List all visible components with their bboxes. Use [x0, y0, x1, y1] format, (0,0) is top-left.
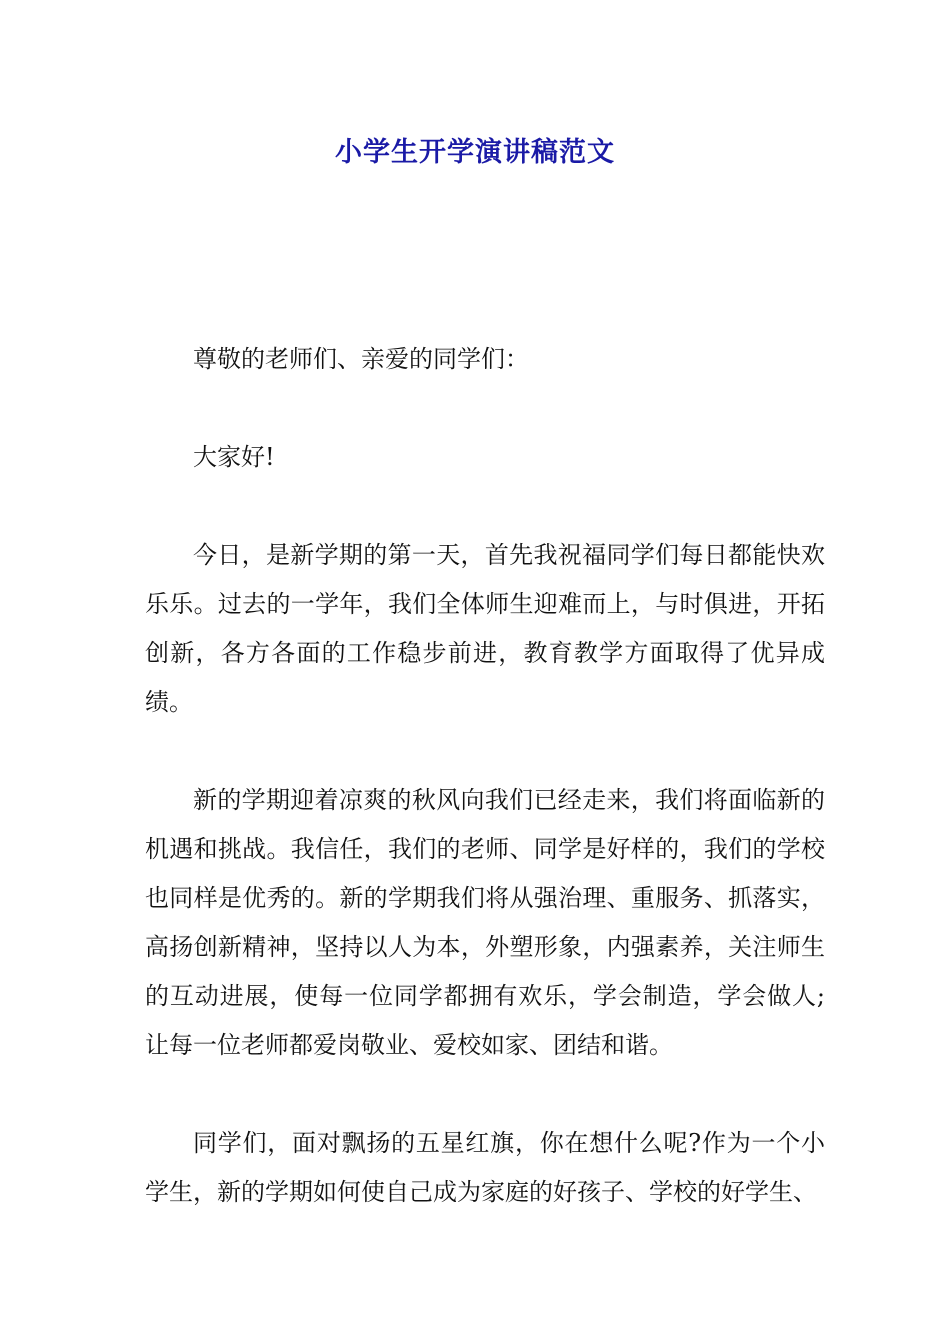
- greeting-paragraph: 大家好!: [193, 443, 275, 471]
- document-body: [145, 335, 825, 1266]
- document-title: 小学生开学演讲稿范文: [335, 137, 615, 168]
- body-paragraph: 新的学期迎着凉爽的秋风向我们已经走来，我们将面临新的机遇和挑战。我信任，我们的老师、同学是好样的，我们的学校也同样是优秀的。新的学期我们将从强治理、重服务、抓落实，高扬创新精神，坚持以人为本，外塑形象，内强素养，关注师生的互动进展，使每一位同学都拥有欢乐，学会制造，学会做人;让每一位老师都爱岗敬业、爱校如家、团结和谐。: [145, 786, 825, 1059]
- body-paragraph: 今日，是新学期的第一天，首先我祝福同学们每日都能快欢乐乐。过去的一学年，我们全体师生迎难而上，与时俱进，开拓创新，各方各面的工作稳步前进，教育教学方面取得了优异成绩。: [145, 541, 825, 716]
- salutation-paragraph: 尊敬的老师们、亲爱的同学们：: [193, 345, 529, 373]
- body-paragraph: 同学们，面对飘扬的五星红旗，你在想什么呢?作为一个小学生，新的学期如何使自己成为家庭的好孩子、学校的好学生、: [145, 1129, 825, 1206]
